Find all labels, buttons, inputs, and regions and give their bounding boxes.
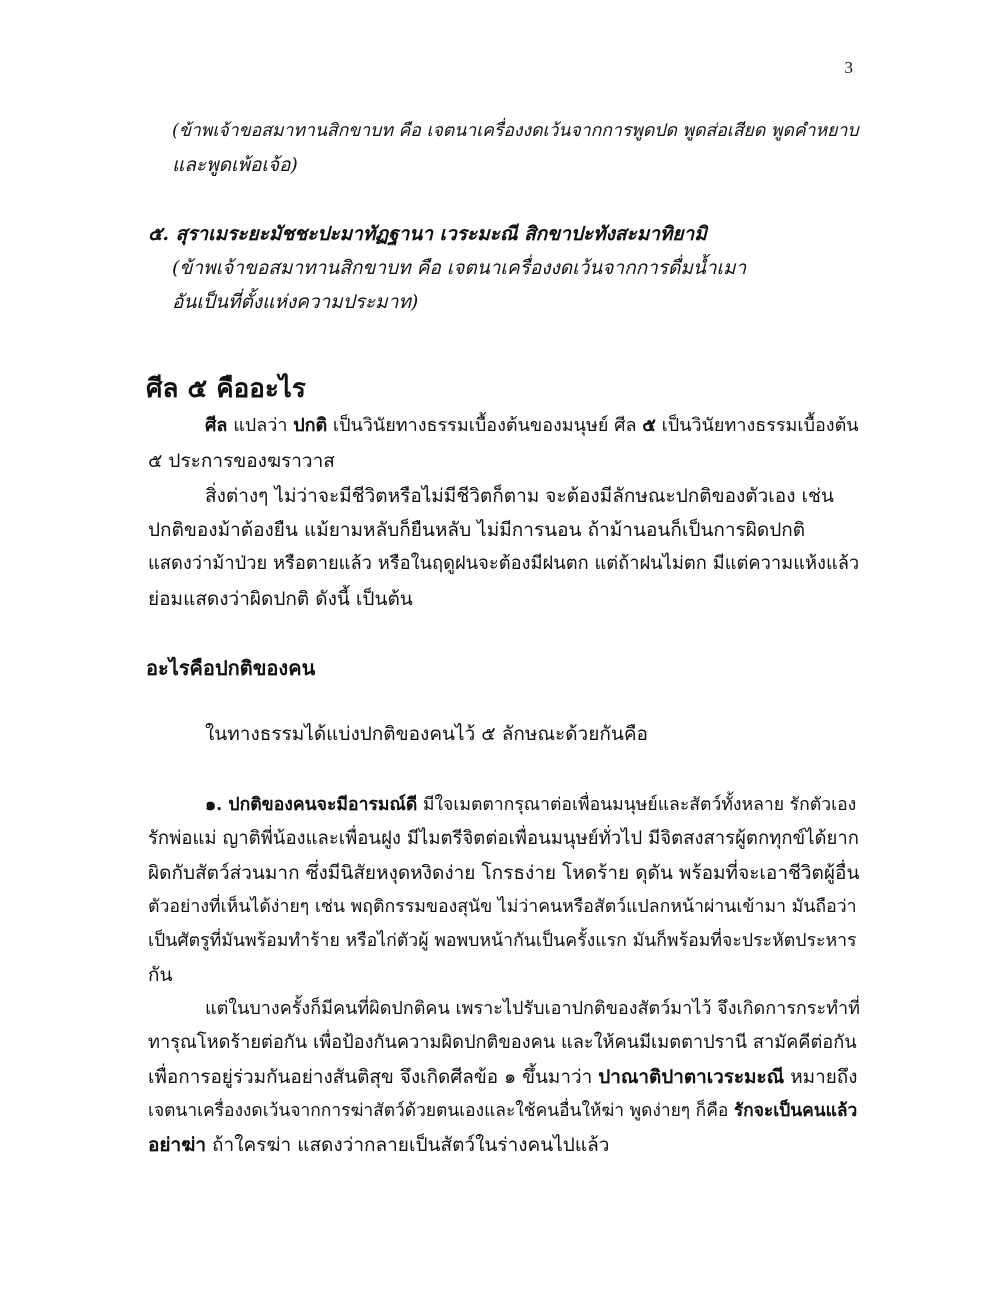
emphasis-phrase: อย่าฆ่า xyxy=(148,1134,206,1156)
precept4-translation-line2: และพูดเพ้อเจ้อ) xyxy=(172,154,298,176)
term-panatipata: ปาณาติปาตาเวระมะณี xyxy=(598,1066,785,1088)
text-segment: เพื่อการอยู่ร่วมกันอย่างสันติสุข จึงเกิดศีลข้อ ๑ ขึ้นมาว่า xyxy=(148,1066,599,1088)
item1-line1 xyxy=(205,792,856,818)
sila-definition-line2: ๕ ประการของฆราวาส xyxy=(148,450,335,472)
section-heading-human-normality: อะไรคือปกติของคน xyxy=(146,656,316,680)
after-paragraph-line2: ทารุณโหดร้ายต่อกัน เพื่อป้องกันความผิดปกติของคน และให้คนมีเมตตาปรานี สามัคคีต่อกัน xyxy=(148,1032,857,1053)
text-segment: เป็นวินัยทางธรรมเบื้องต้นของมนุษย์ ศีล xyxy=(327,415,643,436)
normality-paragraph-line3: แสดงว่าม้าป่วย หรือตายแล้ว หรือในฤดูฝนจะต้องมีฝนตก แต่ถ้าฝนไม่ตก มีแต่ความแห้งแล้ว xyxy=(148,553,860,574)
term-pakati: ปกติ xyxy=(293,415,328,436)
item1-line4: ตัวอย่างที่เห็นได้ง่ายๆ เช่น พฤติกรรมของสุนัข ไม่ว่าคนหรือสัตว์แปลกหน้าผ่านเข้ามา มันถือว่า xyxy=(148,897,857,917)
precept5-translation-line1: (ข้าพเจ้าขอสมาทานสิกขาบท คือ เจตนาเครื่องงดเว้นจากการดื่มน้ำเมา xyxy=(172,257,747,279)
normality-paragraph-line4: ย่อมแสดงว่าผิดปกติ ดังนี้ เป็นต้น xyxy=(148,588,413,610)
sila-definition-line1 xyxy=(205,413,859,439)
normality-paragraph-line1: สิ่งต่างๆ ไม่ว่าจะมีชีวิตหรือไม่มีชีวิตก็ตาม จะต้องมีลักษณะปกติของตัวเอง เช่น xyxy=(205,485,834,507)
text-segment: ถ้าใครฆ่า แสดงว่ากลายเป็นสัตว์ในร่างคนไปแล้ว xyxy=(205,1134,610,1156)
item1-line2: รักพ่อแม่ ญาติพี่น้องและเพื่อนฝูง มีไมตรีจิตต่อเพื่อนมนุษย์ทั่วไป มีจิตสงสารผู้ตกทุกข์ได้ยาก xyxy=(148,828,859,849)
after-paragraph-line4 xyxy=(148,1098,857,1124)
precept5-translation-line2: อันเป็นที่ตั้งแห่งความประมาท) xyxy=(172,291,419,313)
after-paragraph-line5 xyxy=(148,1132,609,1158)
term-five: ๕ xyxy=(642,415,656,436)
after-paragraph-line3 xyxy=(148,1064,857,1090)
text-segment: เจตนาเครื่องงดเว้นจากการฆ่าสัตว์ด้วยตนเองและใช้คนอื่นให้ฆ่า พูดง่ายๆ ก็คือ xyxy=(148,1101,734,1121)
text-segment: แปลว่า xyxy=(227,415,294,436)
item1-title: ๑. ปกติของคนจะมีอารมณ์ดี xyxy=(205,794,418,815)
after-paragraph-line1: แต่ในบางครั้งก็มีคนที่ผิดปกติคน เพราะไปรับเอาปกติของสัตว์มาไว้ จึงเกิดการกระทำที่ xyxy=(205,998,860,1019)
item1-line5: เป็นศัตรูที่มันพร้อมทำร้าย หรือไก่ตัวผู้ พอพบหน้ากันเป็นครั้งแรก มันก็พร้อมที่จะประหัตประหาร xyxy=(148,931,857,951)
section-heading-sila5: ศีล ๕ คืออะไร xyxy=(146,374,306,404)
page-number: 3 xyxy=(844,58,853,77)
section2-intro: ในทางธรรมได้แบ่งปกติของคนไว้ ๕ ลักษณะด้วยกันคือ xyxy=(205,723,648,745)
text-segment: มีใจเมตตากรุณาต่อเพื่อนมนุษย์และสัตว์ทั้งหลาย รักตัวเอง xyxy=(417,795,857,815)
precept5-pali: ๕. สุราเมระยะมัชชะปะมาทัฏฐานา เวระมะณี สิกขาปะทังสะมาทิยามิ xyxy=(148,223,707,245)
precept4-translation-line1: (ข้าพเจ้าขอสมาทานสิกขาบท คือ เจตนาเครื่องงดเว้นจากการพูดปด พูดส่อเสียด พูดคำหยาบ xyxy=(172,121,859,141)
item1-line6: กัน xyxy=(148,964,173,986)
text-segment: หมายถึง xyxy=(784,1066,858,1088)
item1-line3: ผิดกับสัตว์ส่วนมาก ซึ่งมีนิสัยหงุดหงิดง่าย โกรธง่าย โหดร้าย ดุดัน พร้อมที่จะเอาชีวิตผู้อื่น xyxy=(148,862,860,884)
emphasis-phrase: รักจะเป็นคนแล้ว xyxy=(733,1101,858,1121)
normality-paragraph-line2: ปกติของม้าต้องยืน แม้ยามหลับก็ยืนหลับ ไม่มีการนอน ถ้าม้านอนก็เป็นการผิดปกติ xyxy=(148,519,806,541)
text-segment: เป็นวินัยทางธรรมเบื้องต้น xyxy=(655,415,859,436)
term-sila: ศีล xyxy=(205,415,228,436)
